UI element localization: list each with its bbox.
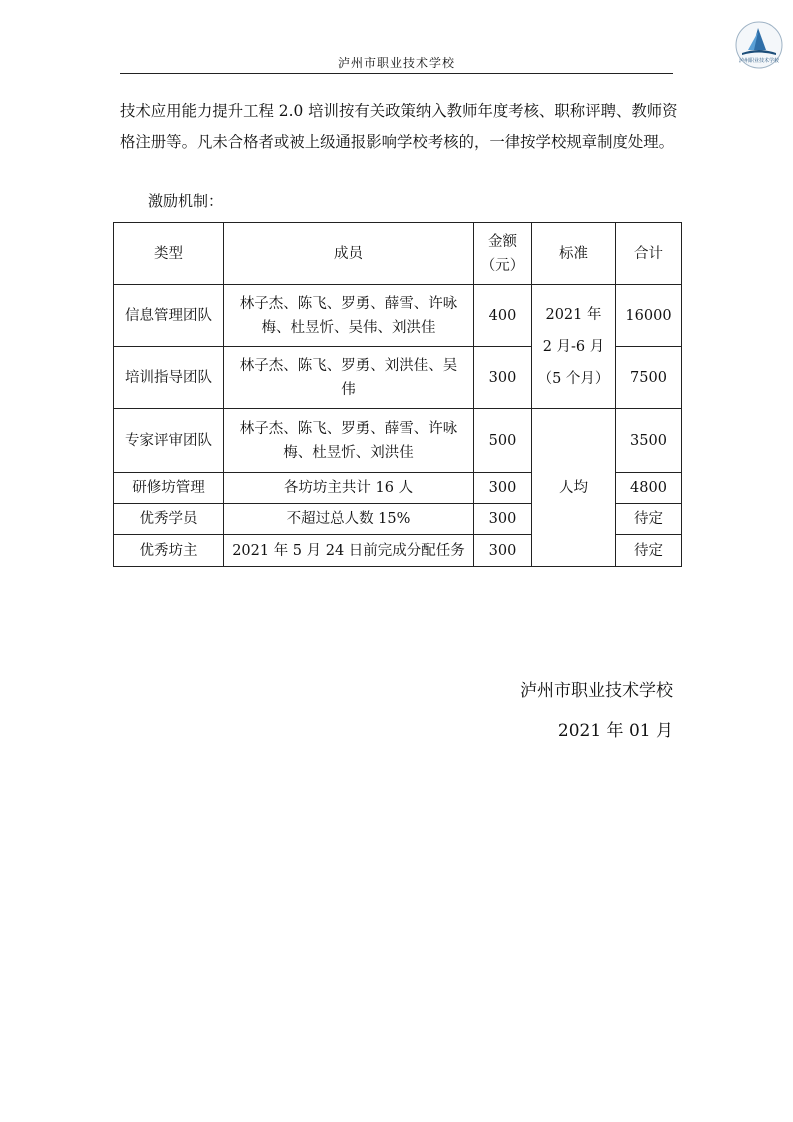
header-total: 合计: [616, 223, 682, 285]
cell-total: 3500: [616, 409, 682, 473]
signature-org: 泸州市职业技术学校: [520, 681, 673, 701]
cell-amount: 300: [474, 347, 532, 409]
cell-total: 待定: [616, 535, 682, 567]
cell-amount: 500: [474, 409, 532, 473]
cell-standard-group2: 人均: [532, 409, 616, 567]
table-header-row: [114, 223, 682, 285]
header-standard: 标准: [532, 223, 616, 285]
cell-amount: 400: [474, 285, 532, 347]
table-row: [114, 409, 682, 473]
header-amount-line1: 金额: [488, 233, 517, 250]
header-amount-line2: （元）: [480, 257, 525, 274]
header-members: 成员: [224, 223, 474, 285]
logo-text: 泸州职业技术学校: [738, 58, 780, 64]
signature-date: 2021 年 01 月: [557, 721, 673, 741]
cell-members: [224, 347, 474, 409]
cell-members: 不超过总人数 15%: [224, 504, 474, 535]
cell-type: 信息管理团队: [114, 285, 224, 347]
standard-line3: （5 个月）: [537, 370, 610, 387]
header-amount: [474, 223, 532, 285]
cell-standard-group1: [532, 285, 616, 409]
header-type: 类型: [114, 223, 224, 285]
cell-type: 培训指导团队: [114, 347, 224, 409]
school-logo-icon: [734, 20, 784, 70]
standard-line1: 2021 年: [545, 306, 602, 323]
cell-members: 2021 年 5 月 24 日前完成分配任务: [224, 535, 474, 567]
members-line2: 伟: [341, 381, 356, 398]
cell-members: [224, 409, 474, 473]
cell-total: 7500: [616, 347, 682, 409]
cell-total: 待定: [616, 504, 682, 535]
cell-type: 专家评审团队: [114, 409, 224, 473]
table-row: [114, 285, 682, 347]
cell-members: 各坊坊主共计 16 人: [224, 473, 474, 504]
members-line1: 林子杰、陈飞、罗勇、刘洪佳、吴: [239, 357, 458, 374]
cell-type: 研修坊管理: [114, 473, 224, 504]
header-title: 泸州市职业技术学校: [337, 56, 455, 70]
members-line2: 梅、杜昱忻、刘洪佳: [283, 444, 414, 461]
cell-total: 4800: [616, 473, 682, 504]
cell-type: 优秀坊主: [114, 535, 224, 567]
cell-type: 优秀学员: [114, 504, 224, 535]
cell-amount: 300: [474, 504, 532, 535]
header-divider: [120, 73, 673, 74]
cell-amount: 300: [474, 473, 532, 504]
incentive-subheading: 激励机制：: [148, 192, 224, 210]
members-line1: 林子杰、陈飞、罗勇、薛雪、许咏: [239, 295, 458, 312]
members-line1: 林子杰、陈飞、罗勇、薛雪、许咏: [239, 420, 458, 437]
members-line2: 梅、杜昱忻、吴伟、刘洪佳: [261, 319, 436, 336]
incentive-table: [113, 222, 682, 567]
cell-members: [224, 285, 474, 347]
cell-amount: 300: [474, 535, 532, 567]
body-paragraph: 技术应用能力提升工程 2.0 培训按有关政策纳入教师年度考核、职称评聘、教师资格注册等。凡未合格者或被上级通报影响学校考核的，一律按学校规章制度处理。: [120, 102, 678, 151]
standard-line2: 2 月-6 月: [542, 338, 605, 355]
cell-total: 16000: [616, 285, 682, 347]
